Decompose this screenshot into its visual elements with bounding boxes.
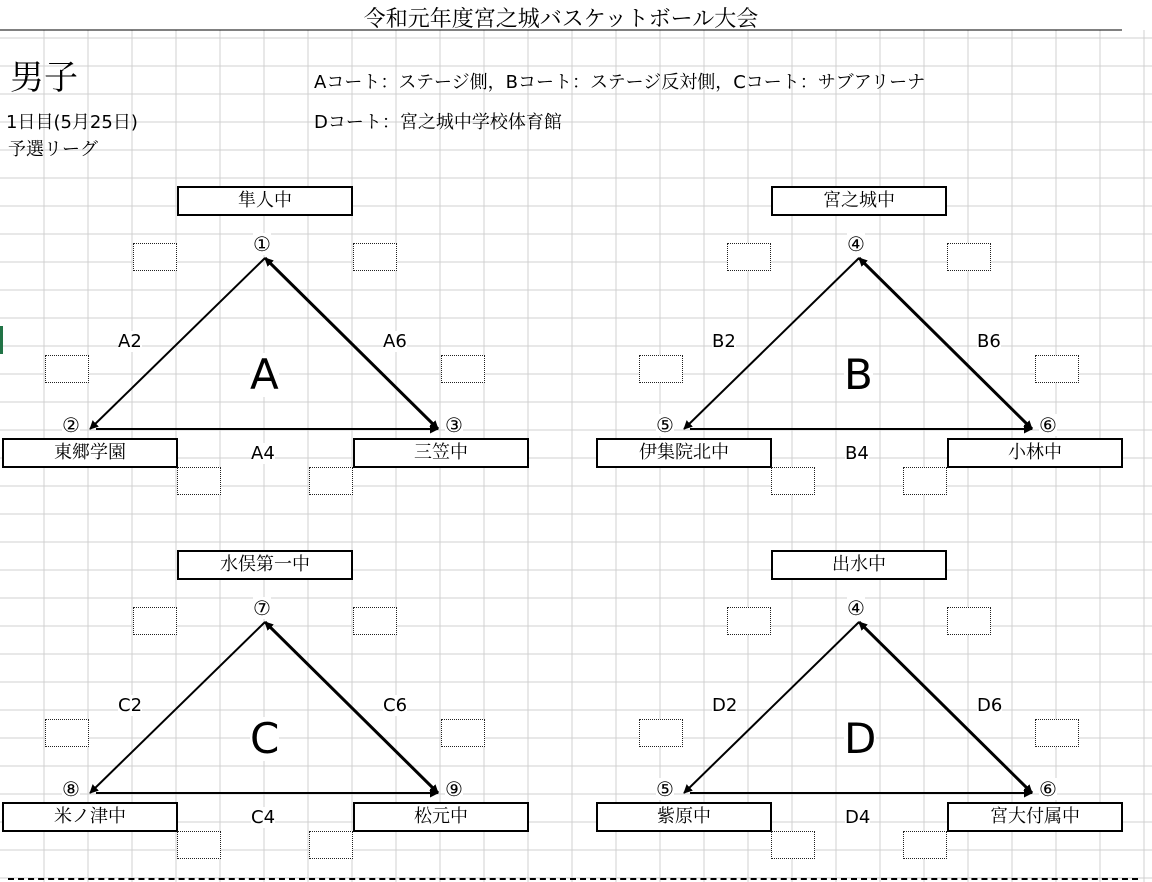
- team-top: 水俣第一中: [177, 550, 353, 580]
- seed-number-top: ⑦: [253, 596, 271, 620]
- score-cell[interactable]: [947, 243, 991, 271]
- score-cell[interactable]: [441, 719, 485, 747]
- team-right: 三笠中: [353, 438, 529, 468]
- seed-number-left: ⑤: [656, 777, 674, 801]
- score-cell[interactable]: [45, 719, 89, 747]
- score-cell[interactable]: [353, 243, 397, 271]
- seed-number-right: ⑥: [1039, 777, 1057, 801]
- arrow-top-to-left: [90, 622, 265, 793]
- score-cell[interactable]: [133, 607, 177, 635]
- stage-label: 予選リーグ: [8, 139, 98, 160]
- score-cell[interactable]: [177, 831, 221, 859]
- game-label-right: B6: [977, 331, 1001, 352]
- team-left: 東郷学園: [2, 438, 178, 468]
- game-label-bottom: A4: [251, 443, 275, 464]
- score-cell[interactable]: [353, 607, 397, 635]
- seed-number-top: ①: [253, 232, 271, 256]
- score-cell[interactable]: [1035, 355, 1079, 383]
- seed-number-top: ④: [847, 596, 865, 620]
- score-cell[interactable]: [133, 243, 177, 271]
- score-cell[interactable]: [177, 467, 221, 495]
- seed-number-right: ⑨: [445, 777, 463, 801]
- team-right: 松元中: [353, 802, 529, 832]
- score-cell[interactable]: [309, 831, 353, 859]
- seed-number-left: ⑧: [62, 777, 80, 801]
- seed-number-right: ⑥: [1039, 413, 1057, 437]
- page-title: 令和元年度宮之城バスケットボール大会: [363, 7, 759, 32]
- score-cell[interactable]: [727, 243, 771, 271]
- score-cell[interactable]: [947, 607, 991, 635]
- arrow-right-to-top: [265, 258, 438, 429]
- score-cell[interactable]: [639, 355, 683, 383]
- day-label: 1日目(5月25日): [6, 112, 138, 133]
- score-cell[interactable]: [45, 355, 89, 383]
- game-label-bottom: B4: [845, 443, 869, 464]
- court-info-line-1: Aコート：ステージ側，Bコート：ステージ反対側，Cコート：サブアリーナ: [314, 72, 926, 93]
- game-label-right: C6: [383, 695, 408, 716]
- score-cell[interactable]: [771, 467, 815, 495]
- score-cell[interactable]: [771, 831, 815, 859]
- arrow-right-to-top: [265, 622, 438, 793]
- team-right: 宮大付属中: [947, 802, 1123, 832]
- league-letter: D: [844, 714, 877, 763]
- game-label-bottom: D4: [845, 807, 871, 828]
- arrow-right-to-top: [859, 258, 1032, 429]
- game-label-left: C2: [118, 695, 143, 716]
- team-top: 宮之城中: [771, 186, 947, 216]
- score-cell[interactable]: [639, 719, 683, 747]
- team-left: 米ノ津中: [2, 802, 178, 832]
- seed-number-left: ②: [62, 413, 80, 437]
- league-letter: C: [250, 714, 280, 763]
- game-label-right: A6: [383, 331, 407, 352]
- team-left: 紫原中: [596, 802, 772, 832]
- score-cell[interactable]: [903, 831, 947, 859]
- game-label-bottom: C4: [251, 807, 276, 828]
- arrow-top-to-left: [684, 622, 859, 793]
- score-cell[interactable]: [441, 355, 485, 383]
- arrow-right-to-top: [859, 622, 1032, 793]
- arrow-top-to-left: [684, 258, 859, 429]
- game-label-left: A2: [118, 331, 142, 352]
- page-break-line: [8, 878, 1138, 880]
- game-label-right: D6: [977, 695, 1003, 716]
- seed-number-left: ⑤: [656, 413, 674, 437]
- score-cell[interactable]: [903, 467, 947, 495]
- league-letter: A: [250, 350, 279, 399]
- score-cell[interactable]: [727, 607, 771, 635]
- seed-number-right: ③: [445, 413, 463, 437]
- team-left: 伊集院北中: [596, 438, 772, 468]
- game-label-left: B2: [712, 331, 736, 352]
- seed-number-top: ④: [847, 232, 865, 256]
- score-cell[interactable]: [309, 467, 353, 495]
- league-letter: B: [844, 350, 873, 399]
- category-label: 男子: [10, 58, 78, 98]
- arrow-top-to-left: [90, 258, 265, 429]
- team-top: 隼人中: [177, 186, 353, 216]
- score-cell[interactable]: [1035, 719, 1079, 747]
- court-info-line-2: Dコート：宮之城中学校体育館: [314, 112, 562, 133]
- team-right: 小林中: [947, 438, 1123, 468]
- team-top: 出水中: [771, 550, 947, 580]
- game-label-left: D2: [712, 695, 738, 716]
